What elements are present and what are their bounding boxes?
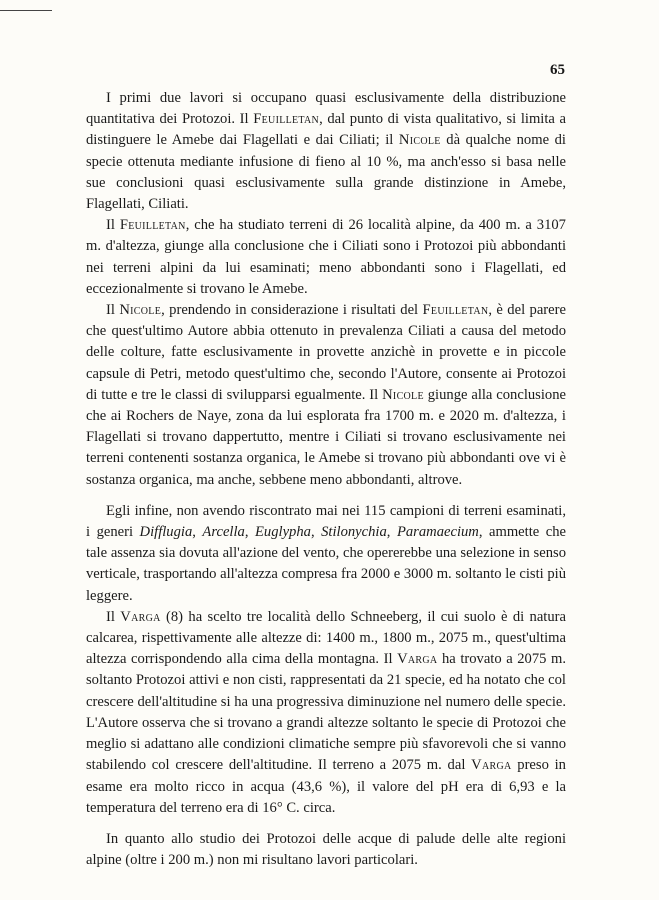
author-name: Varga bbox=[397, 651, 438, 668]
author-name: Feuilletan bbox=[119, 217, 186, 234]
paragraph bbox=[86, 300, 566, 491]
text-run: , bbox=[386, 524, 397, 541]
top-rule bbox=[0, 10, 52, 11]
paragraph bbox=[86, 829, 566, 871]
page-number: 65 bbox=[550, 62, 565, 78]
text-run: Il bbox=[106, 302, 120, 319]
paragraph bbox=[86, 88, 566, 215]
text-run: , che ha studiato terreni di 26 località alpine, da 400 m. a 3107 m. d'altezza, giunge alla conclusione che i Ciliati sono i Protozoi più abbondanti nei terreni alpini da lui esaminati; meno abbondanti sono i Flagellati, ed eccezionalmente si trovano le Amebe. bbox=[86, 217, 566, 297]
text-run: ha trovato a 2075 m. soltanto Protozoi attivi e non cisti, rappresentati da 21 specie, ed ha notato che col crescere dell'altitudine si ha una progressiva diminuzione nel numero delle specie. L'Autore osserva che si trovano a grandi altezze soltanto le specie di Protozoi che meglio si adattano alle condizioni climatiche sempre più sfavorevoli che si vanno stabilendo col crescere dell'altitudine. Il terreno a 2075 m. dal bbox=[86, 651, 566, 774]
paragraph bbox=[86, 501, 566, 607]
author-name: Varga bbox=[471, 757, 512, 774]
text-run: , bbox=[310, 524, 322, 541]
text-run: preso in esame era molto ricco in acqua (43,6 %), il valore del pH era di 6,93 e la temperatura del terreno era di 16° C. circa. bbox=[86, 757, 566, 816]
text-run: Egli infine, non avendo riscontrato mai nei 115 campioni di terreni esaminati, i generi bbox=[86, 502, 566, 541]
genus-name: Paramaecium bbox=[396, 524, 479, 541]
genus-name: Stilonychia bbox=[321, 524, 387, 541]
text-run: giunge alla conclusione che ai Rochers de Naye, zona da lui esplorata fra 1700 m. e 2020 m. d'altezza, i Flagellati si trovano dappertutto, mentre i Ciliati si trovano esclusivamente nei terreni contenenti sostanza organica, le Amebe si trovano più abbondanti ove vi è sostanza organica, ma anche, sebbene meno abbondanti, altrove. bbox=[86, 386, 566, 488]
author-name: Nicole bbox=[382, 386, 424, 403]
text-run: , prendendo in considerazione i risultati del bbox=[161, 302, 423, 319]
text-run: , bbox=[244, 524, 256, 541]
paragraph bbox=[86, 215, 566, 300]
text-run: , dal punto di vista qualitativo, si limita a distinguere le Amebe dai Flagellati e dai Ciliati; il bbox=[86, 111, 566, 149]
text-run: , è del parere che quest'ultimo Autore abbia ottenuto in prevalenza Ciliati a causa del metodo delle colture, fatte esclusivamente in provette anzichè in provette e in piccole capsule di Petri, metodo quest'ultimo che, secondo l'Autore, consente ai Protozoi di tutte e tre le classi di svilupparsi egualmente. Il bbox=[86, 302, 566, 403]
paragraph bbox=[86, 607, 566, 819]
text-run: In quanto allo studio dei Protozoi delle acque di palude delle alte regioni alpine (oltre i 200 m.) non mi risultano lavori particolari. bbox=[86, 830, 566, 869]
author-name: Nicole bbox=[398, 132, 441, 149]
genus-name: Euglypha bbox=[255, 524, 311, 541]
text-run: Il bbox=[106, 217, 120, 234]
author-name: Nicole bbox=[119, 302, 162, 319]
text-run: dà qualche nome di specie ottenuta mediante infusione di fieno al 10 %, ma anch'esso si basa nelle sue conclusioni quasi esclusivamente sulla grande distinzione in Amebe, Flagellati, Ciliati. bbox=[86, 132, 566, 213]
author-name: Feuilletan bbox=[422, 302, 489, 319]
body-text bbox=[86, 88, 566, 871]
genus-name: Arcella bbox=[202, 524, 245, 541]
text-run: Il bbox=[106, 608, 121, 625]
author-name: Varga bbox=[120, 608, 161, 625]
text-run: (8) ha scelto tre località dello Schneeberg, il cui suolo è di natura calcarea, rispettivamente alle altezze di: 1400 m., 1800 m., 2075 m., quest'ultima altezza corrispondendo alla cima della montagna. Il bbox=[86, 608, 566, 668]
text-run: I primi due lavori si occupano quasi esclusivamente della distribuzione quantitativa dei Protozoi. Il bbox=[86, 90, 566, 128]
text-run: , bbox=[192, 524, 203, 541]
genus-name: Difflugia bbox=[139, 524, 193, 541]
author-name: Feuilletan bbox=[253, 111, 320, 128]
text-run: , ammette che tale assenza sia dovuta all'azione del vento, che opererebbe una selezione in senso verticale, trasportando all'altezza compresa fra 2000 e 3000 m. soltanto le cisti più leggere. bbox=[86, 524, 567, 604]
